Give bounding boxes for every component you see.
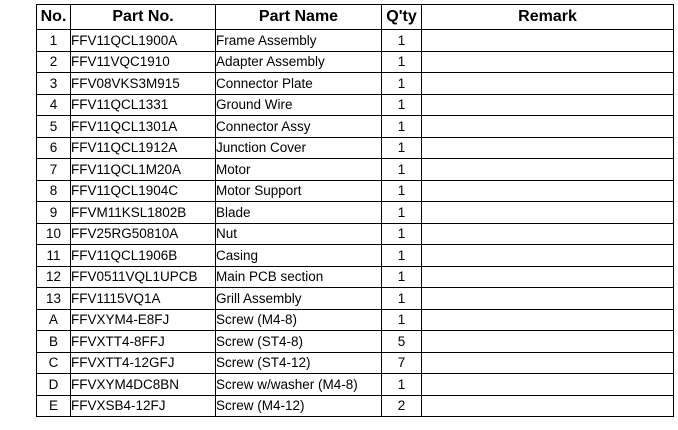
- cell-part-no: FFV11QCL1912A: [71, 137, 216, 159]
- table-row: [37, 202, 674, 224]
- cell-remark: [422, 266, 674, 288]
- cell-remark: [422, 245, 674, 267]
- cell-remark: [422, 94, 674, 116]
- cell-part-name: Screw (M4-8): [216, 309, 382, 331]
- cell-part-no: FFV11VQC1910: [71, 51, 216, 73]
- cell-qty: 1: [382, 245, 422, 267]
- cell-part-no: FFV11QCL1301A: [71, 116, 216, 138]
- cell-part-name: Casing: [216, 245, 382, 267]
- cell-part-no: FFV25RG50810A: [71, 223, 216, 245]
- cell-qty: 1: [382, 202, 422, 224]
- cell-part-no: FFVXTT4-8FFJ: [71, 331, 216, 353]
- cell-part-name: Grill Assembly: [216, 288, 382, 310]
- table-row: [37, 374, 674, 396]
- header-remark: Remark: [422, 5, 674, 30]
- cell-part-no: FFVXTT4-12GFJ: [71, 352, 216, 374]
- table-row: [37, 30, 674, 52]
- table-header-row: [37, 5, 674, 30]
- cell-part-name: Screw (M4-12): [216, 395, 382, 417]
- cell-part-no: FFV11QCL1331: [71, 94, 216, 116]
- cell-part-name: Screw (ST4-8): [216, 331, 382, 353]
- table-body: [37, 30, 674, 417]
- cell-no: 2: [37, 51, 71, 73]
- cell-no: E: [37, 395, 71, 417]
- cell-part-no: FFVM11KSL1802B: [71, 202, 216, 224]
- cell-no: 7: [37, 159, 71, 181]
- cell-part-name: Nut: [216, 223, 382, 245]
- cell-part-no: FFV11QCL1904C: [71, 180, 216, 202]
- cell-no: 6: [37, 137, 71, 159]
- table-row: [37, 223, 674, 245]
- cell-part-no: FFV11QCL1900A: [71, 30, 216, 52]
- cell-part-name: Screw (ST4-12): [216, 352, 382, 374]
- cell-remark: [422, 30, 674, 52]
- parts-list-table: [36, 4, 674, 417]
- cell-qty: 1: [382, 288, 422, 310]
- cell-part-name: Blade: [216, 202, 382, 224]
- cell-no: 1: [37, 30, 71, 52]
- table-row: [37, 266, 674, 288]
- cell-remark: [422, 202, 674, 224]
- header-part-name: Part Name: [216, 5, 382, 30]
- cell-qty: 1: [382, 223, 422, 245]
- table-row: [37, 288, 674, 310]
- cell-part-name: Motor Support: [216, 180, 382, 202]
- cell-part-name: Motor: [216, 159, 382, 181]
- cell-part-no: FFV11QCL1M20A: [71, 159, 216, 181]
- cell-no: 8: [37, 180, 71, 202]
- cell-no: 5: [37, 116, 71, 138]
- table-row: [37, 94, 674, 116]
- header-qty: Q'ty: [382, 5, 422, 30]
- cell-remark: [422, 159, 674, 181]
- cell-qty: 1: [382, 73, 422, 95]
- cell-qty: 1: [382, 51, 422, 73]
- cell-remark: [422, 137, 674, 159]
- table-row: [37, 331, 674, 353]
- cell-qty: 1: [382, 180, 422, 202]
- cell-remark: [422, 223, 674, 245]
- header-no: No.: [37, 5, 71, 30]
- table-row: [37, 137, 674, 159]
- cell-part-no: FFVXSB4-12FJ: [71, 395, 216, 417]
- cell-part-no: FFV08VKS3M915: [71, 73, 216, 95]
- cell-no: 9: [37, 202, 71, 224]
- cell-part-no: FFV0511VQL1UPCB: [71, 266, 216, 288]
- cell-remark: [422, 288, 674, 310]
- cell-qty: 1: [382, 116, 422, 138]
- table-row: [37, 395, 674, 417]
- cell-part-name: Adapter Assembly: [216, 51, 382, 73]
- cell-no: 13: [37, 288, 71, 310]
- cell-part-no: FFV1115VQ1A: [71, 288, 216, 310]
- cell-part-name: Junction Cover: [216, 137, 382, 159]
- cell-no: 11: [37, 245, 71, 267]
- cell-remark: [422, 331, 674, 353]
- cell-no: 12: [37, 266, 71, 288]
- cell-qty: 7: [382, 352, 422, 374]
- cell-remark: [422, 73, 674, 95]
- cell-qty: 2: [382, 395, 422, 417]
- cell-qty: 1: [382, 266, 422, 288]
- cell-qty: 5: [382, 331, 422, 353]
- header-part-no: Part No.: [71, 5, 216, 30]
- table-row: [37, 73, 674, 95]
- cell-no: 4: [37, 94, 71, 116]
- cell-no: A: [37, 309, 71, 331]
- cell-qty: 1: [382, 137, 422, 159]
- table-row: [37, 180, 674, 202]
- cell-part-name: Screw w/washer (M4-8): [216, 374, 382, 396]
- cell-qty: 1: [382, 30, 422, 52]
- cell-remark: [422, 116, 674, 138]
- cell-part-name: Main PCB section: [216, 266, 382, 288]
- cell-remark: [422, 352, 674, 374]
- cell-qty: 1: [382, 374, 422, 396]
- cell-remark: [422, 180, 674, 202]
- cell-no: B: [37, 331, 71, 353]
- cell-part-name: Connector Assy: [216, 116, 382, 138]
- cell-part-name: Connector Plate: [216, 73, 382, 95]
- cell-qty: 1: [382, 159, 422, 181]
- cell-part-no: FFVXYM4DC8BN: [71, 374, 216, 396]
- table-row: [37, 116, 674, 138]
- table-row: [37, 245, 674, 267]
- cell-part-name: Ground Wire: [216, 94, 382, 116]
- cell-part-name: Frame Assembly: [216, 30, 382, 52]
- cell-remark: [422, 374, 674, 396]
- cell-no: 3: [37, 73, 71, 95]
- cell-part-no: FFV11QCL1906B: [71, 245, 216, 267]
- cell-no: C: [37, 352, 71, 374]
- cell-qty: 1: [382, 309, 422, 331]
- table-row: [37, 159, 674, 181]
- cell-qty: 1: [382, 94, 422, 116]
- cell-no: 10: [37, 223, 71, 245]
- cell-remark: [422, 395, 674, 417]
- cell-part-no: FFVXYM4-E8FJ: [71, 309, 216, 331]
- table-row: [37, 51, 674, 73]
- table-row: [37, 309, 674, 331]
- cell-remark: [422, 309, 674, 331]
- cell-no: D: [37, 374, 71, 396]
- table-row: [37, 352, 674, 374]
- cell-remark: [422, 51, 674, 73]
